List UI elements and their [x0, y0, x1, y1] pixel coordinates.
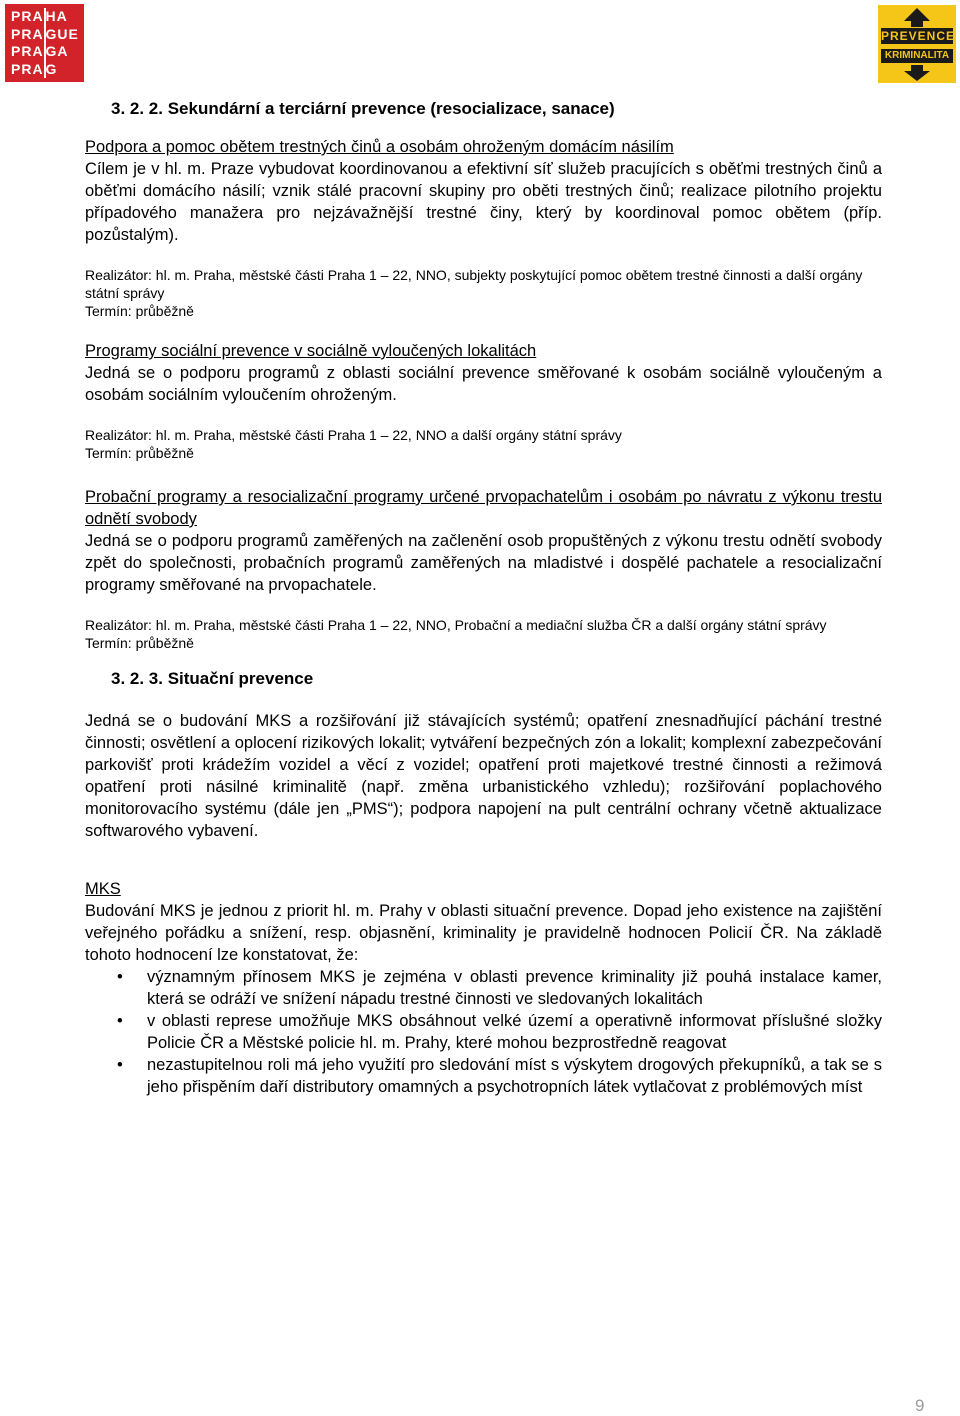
- section-heading: 3. 2. 2. Sekundární a terciární prevence (resocializace, sanace): [111, 99, 615, 118]
- list-item: [85, 966, 882, 1010]
- list-item-text: významným přínosem MKS je zejména v oblasti prevence kriminality již pouhá instalace kamer, která se odráží ve snížení nápadu trestné činnosti ve sledovaných lokalitách: [147, 968, 882, 1008]
- bullet-icon: •: [117, 968, 123, 986]
- list-item-text: nezastupitelnou roli má jeho využití pro sledování míst s výskytem drogových překupníků, a tak se s jeho přispěním daří distributory omamných a psychotropních látek vytlačovat z problémových míst: [147, 1056, 882, 1096]
- subsection-title: Probační programy a resocializační programy určené prvopachatelům i osobám po návratu z výkonu trestu odnětí svobody: [85, 488, 882, 528]
- termin-text: Termín: průběžně: [85, 303, 194, 319]
- paragraph: Jedná se o podporu programů z oblasti sociální prevence směřované k osobám sociálně vyloučeným a osobám sociálním vyloučením ohroženým.: [85, 364, 882, 404]
- subsection-title: MKS: [85, 880, 121, 898]
- logo-text: PRA: [11, 8, 44, 24]
- logo-text: PRA: [11, 60, 44, 77]
- bullet-list: [85, 966, 882, 1098]
- logo-text: GUE: [45, 25, 79, 42]
- logo-text: GA: [45, 43, 69, 59]
- list-item: [85, 1010, 882, 1054]
- list-item-text: v oblasti represe umožňuje MKS obsáhnout velké území a operativně informovat příslušné složky Policie ČR a Městské policie hl. m. Prahy, které mohou bezprostředně reagovat: [147, 1012, 882, 1052]
- bullet-icon: •: [117, 1012, 123, 1030]
- logo-text-kriminalita: KRIMINALITA: [881, 49, 953, 63]
- termin-text: Termín: průběžně: [85, 635, 194, 651]
- document-content: [85, 98, 882, 1098]
- logo-text: PRA: [11, 43, 44, 59]
- paragraph: Budování MKS je jednou z priorit hl. m. Prahy v oblasti situační prevence. Dopad jeho existence na zajištění veřejného pořádku a snížení, resp. objasnění, kriminality je pravidelně hodnocen Policií ČR. Na základě tohoto hodnocení lze konstatovat, že:: [85, 902, 882, 964]
- arrow-icon: [878, 5, 956, 83]
- paragraph: Jedná se o budování MKS a rozšiřování již stávajících systémů; opatření znesnadňující páchání trestné činnosti; osvětlení a oplocení rizikových lokalit; vytváření bezpečných zón a lokalit; komplexní zabezpečování parkovišť proti krádežím vozidel a věcí z vozidel; opatření proti majetkové trestné činnosti a režimová opatření proti násilné kriminalitě (např. změna urbanistického vzhledu); rozšiřování poplachového monitorovacího systému (dále jen „PMS“); podpora napojení na pult centrální ochrany včetně aktualizace softwarového vybavení.: [85, 712, 882, 840]
- bullet-icon: •: [117, 1056, 123, 1074]
- logo-text-prevence: PREVENCE: [881, 29, 956, 43]
- list-item: [85, 1054, 882, 1098]
- termin-text: Termín: průběžně: [85, 445, 194, 461]
- logo-text: PRA: [11, 25, 44, 42]
- page-number: 9: [915, 1396, 925, 1415]
- paragraph: Cílem je v hl. m. Praze vybudovat koordinovanou a efektivní síť služeb pracujících s oběťmi trestných činů a oběťmi domácího násilí; vznik stálé pracovní skupiny pro oběti trestných činů; realizace pilotního projektu případového manažera pro nejzávažnější trestné činy, který by koordinoval pomoc obětem (příp. pozůstalým).: [85, 160, 882, 244]
- realizator-text: Realizátor: hl. m. Praha, městské části Praha 1 – 22, NNO a další orgány státní správy: [85, 427, 622, 443]
- realizator-text: Realizátor: hl. m. Praha, městské části Praha 1 – 22, NNO, Probační a mediační služba ČR a další orgány státní správy: [85, 617, 827, 633]
- paragraph: Jedná se o podporu programů zaměřených na začlenění osob propuštěných z výkonu trestu odnětí svobody zpět do společnosti, probačních programů zaměřených na mladistvé i dospělé pachatele a resocializační programy směřované na prvopachatele.: [85, 532, 882, 594]
- praha-logo: [5, 4, 84, 82]
- logo-text: G: [45, 60, 58, 77]
- prevence-kriminality-logo: [878, 5, 956, 83]
- logo-divider: [44, 8, 46, 78]
- subsection-title: Programy sociální prevence v sociálně vyloučených lokalitách: [85, 342, 537, 360]
- section-heading: 3. 2. 3. Situační prevence: [111, 669, 314, 688]
- subsection-title: Podpora a pomoc obětem trestných činů a osobám ohroženým domácím násilím: [85, 138, 674, 156]
- realizator-text: Realizátor: hl. m. Praha, městské části Praha 1 – 22, NNO, subjekty poskytující pomoc obětem trestné činnosti a další orgány státní správy: [85, 267, 863, 301]
- logo-text: HA: [45, 8, 68, 24]
